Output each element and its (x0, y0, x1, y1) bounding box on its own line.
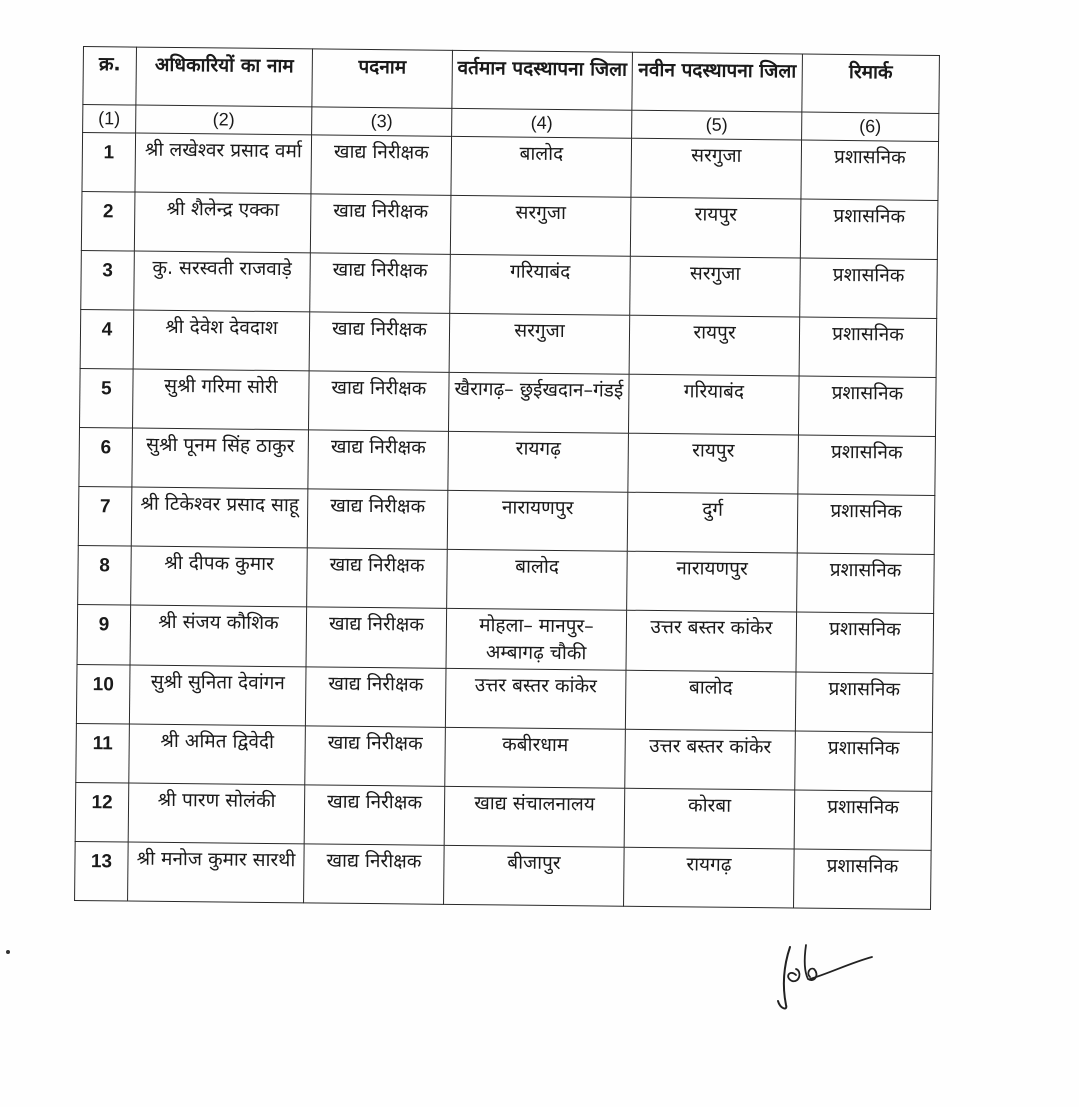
row-remark: प्रशासनिक (796, 612, 934, 673)
row-sno: 2 (81, 191, 135, 251)
row-sno: 10 (76, 664, 130, 724)
row-current-posting: नारायणपुर (447, 490, 628, 551)
table-row (77, 604, 934, 673)
table-row (75, 782, 932, 850)
row-designation: खाद्य निरीक्षक (305, 726, 446, 786)
table-row (82, 133, 939, 201)
row-sno: 3 (81, 250, 135, 310)
table-body (75, 133, 939, 910)
row-officer-name: श्री अमित द्विवेदी (129, 724, 306, 785)
row-remark: प्रशासनिक (794, 849, 932, 909)
row-remark: प्रशासनिक (797, 494, 935, 554)
row-new-posting: बालोद (625, 670, 796, 731)
table-row (80, 309, 937, 377)
row-new-posting: दुर्ग (627, 492, 798, 553)
row-sno: 1 (82, 133, 136, 193)
row-sno: 9 (77, 604, 131, 665)
row-officer-name: श्री मनोज कुमार सारथी (128, 842, 305, 903)
transfer-table (74, 46, 940, 910)
row-remark: प्रशासनिक (794, 790, 932, 850)
row-current-posting: उत्तर बस्तर कांकेर (445, 668, 626, 729)
row-officer-name: सुश्री सुनिता देवांगन (129, 665, 306, 726)
row-designation: खाद्य निरीक्षक (305, 667, 446, 727)
row-designation: खाद्य निरीक्षक (307, 489, 448, 549)
row-sno: 4 (80, 309, 134, 369)
row-new-posting: नारायणपुर (627, 551, 798, 612)
row-new-posting: उत्तर बस्तर कांकेर (625, 729, 796, 790)
header-current-posting: वर्तमान पदस्थापना जिला (452, 50, 633, 110)
header-remark: रिमार्क (802, 54, 940, 113)
table-row (81, 191, 938, 259)
row-remark: प्रशासनिक (798, 435, 936, 495)
row-officer-name: श्री देवेश देवदाश (133, 310, 310, 371)
table-row (75, 841, 932, 909)
row-designation: खाद्य निरीक्षक (304, 844, 445, 904)
row-current-posting: सरगुजा (449, 313, 630, 374)
row-remark: प्रशासनिक (795, 731, 933, 791)
row-new-posting: सरगुजा (631, 138, 802, 199)
row-new-posting: उत्तर बस्तर कांकेर (626, 610, 797, 672)
row-officer-name: श्री दीपक कुमार (131, 546, 308, 607)
row-new-posting: रायपुर (629, 315, 800, 376)
row-new-posting: गरियाबंद (628, 374, 799, 435)
row-current-posting: बालोद (447, 549, 628, 610)
row-remark: प्रशासनिक (795, 672, 933, 732)
row-sno: 8 (78, 545, 132, 605)
row-current-posting: बालोद (451, 136, 632, 197)
row-current-posting: गरियाबंद (450, 254, 631, 315)
row-designation: खाद्य निरीक्षक (310, 253, 451, 313)
header-designation: पदनाम (312, 49, 453, 108)
row-current-posting: खैरागढ़– छुईखदान–गंडई (448, 372, 629, 433)
table-row (78, 545, 935, 613)
scan-speck (6, 950, 10, 954)
row-designation: खाद्य निरीक्षक (306, 607, 447, 668)
row-current-posting: कबीरधाम (445, 727, 626, 788)
table-row (78, 486, 935, 554)
table-row (79, 427, 936, 495)
row-sno: 11 (76, 723, 130, 783)
row-remark: प्रशासनिक (800, 199, 938, 259)
row-officer-name: कु. सरस्वती राजवाड़े (134, 251, 311, 312)
row-designation: खाद्य निरीक्षक (308, 371, 449, 431)
column-number: (6) (802, 112, 939, 141)
row-remark: प्रशासनिक (800, 258, 938, 318)
row-officer-name: सुश्री पूनम सिंह ठाकुर (132, 428, 309, 489)
table-row (81, 250, 938, 318)
row-officer-name: श्री शैलेन्द्र एक्का (134, 192, 311, 253)
header-sno: क्र. (83, 47, 137, 106)
column-number: (2) (136, 105, 312, 135)
row-designation: खाद्य निरीक्षक (308, 430, 449, 490)
row-remark: प्रशासनिक (797, 553, 935, 613)
row-sno: 7 (78, 486, 132, 546)
row-sno: 13 (75, 841, 129, 901)
header-officer-name: अधिकारियों का नाम (136, 47, 313, 107)
column-number: (3) (312, 107, 452, 136)
row-current-posting: सरगुजा (450, 195, 631, 256)
row-designation: खाद्य निरीक्षक (311, 135, 452, 195)
row-sno: 5 (80, 368, 134, 428)
handwritten-signature-icon (770, 935, 880, 1015)
row-current-posting: खाद्य संचालनालय (444, 786, 625, 847)
row-current-posting: मोहला– मानपुर– अम्बागढ़ चौकी (446, 608, 627, 670)
table-row (76, 723, 933, 791)
row-new-posting: कोरबा (624, 788, 795, 849)
row-new-posting: रायपुर (630, 197, 801, 258)
row-current-posting: रायगढ़ (448, 431, 629, 492)
row-officer-name: श्री संजय कौशिक (130, 605, 307, 667)
row-remark: प्रशासनिक (798, 376, 936, 436)
table-header-row (83, 47, 940, 114)
row-sno: 6 (79, 427, 133, 487)
column-number: (4) (452, 108, 632, 138)
row-designation: खाद्य निरीक्षक (309, 312, 450, 372)
row-remark: प्रशासनिक (801, 140, 939, 200)
row-sno: 12 (75, 782, 129, 842)
column-number: (5) (632, 110, 802, 140)
table-row (80, 368, 937, 436)
row-new-posting: सरगुजा (630, 256, 801, 317)
table-row (76, 664, 933, 732)
row-current-posting: बीजापुर (444, 845, 625, 906)
row-designation: खाद्य निरीक्षक (304, 785, 445, 845)
row-officer-name: श्री टिकेश्वर प्रसाद साहू (131, 487, 308, 548)
row-officer-name: श्री लखेश्वर प्रसाद वर्मा (135, 133, 312, 194)
row-new-posting: रायगढ़ (624, 847, 795, 908)
row-designation: खाद्य निरीक्षक (310, 194, 451, 254)
header-new-posting: नवीन पदस्थापना जिला (632, 52, 803, 112)
column-number: (1) (83, 105, 136, 134)
row-remark: प्रशासनिक (799, 317, 937, 377)
row-officer-name: श्री पारण सोलंकी (128, 783, 305, 844)
row-designation: खाद्य निरीक्षक (307, 548, 448, 608)
row-new-posting: रायपुर (628, 433, 799, 494)
row-officer-name: सुश्री गरिमा सोरी (133, 369, 310, 430)
